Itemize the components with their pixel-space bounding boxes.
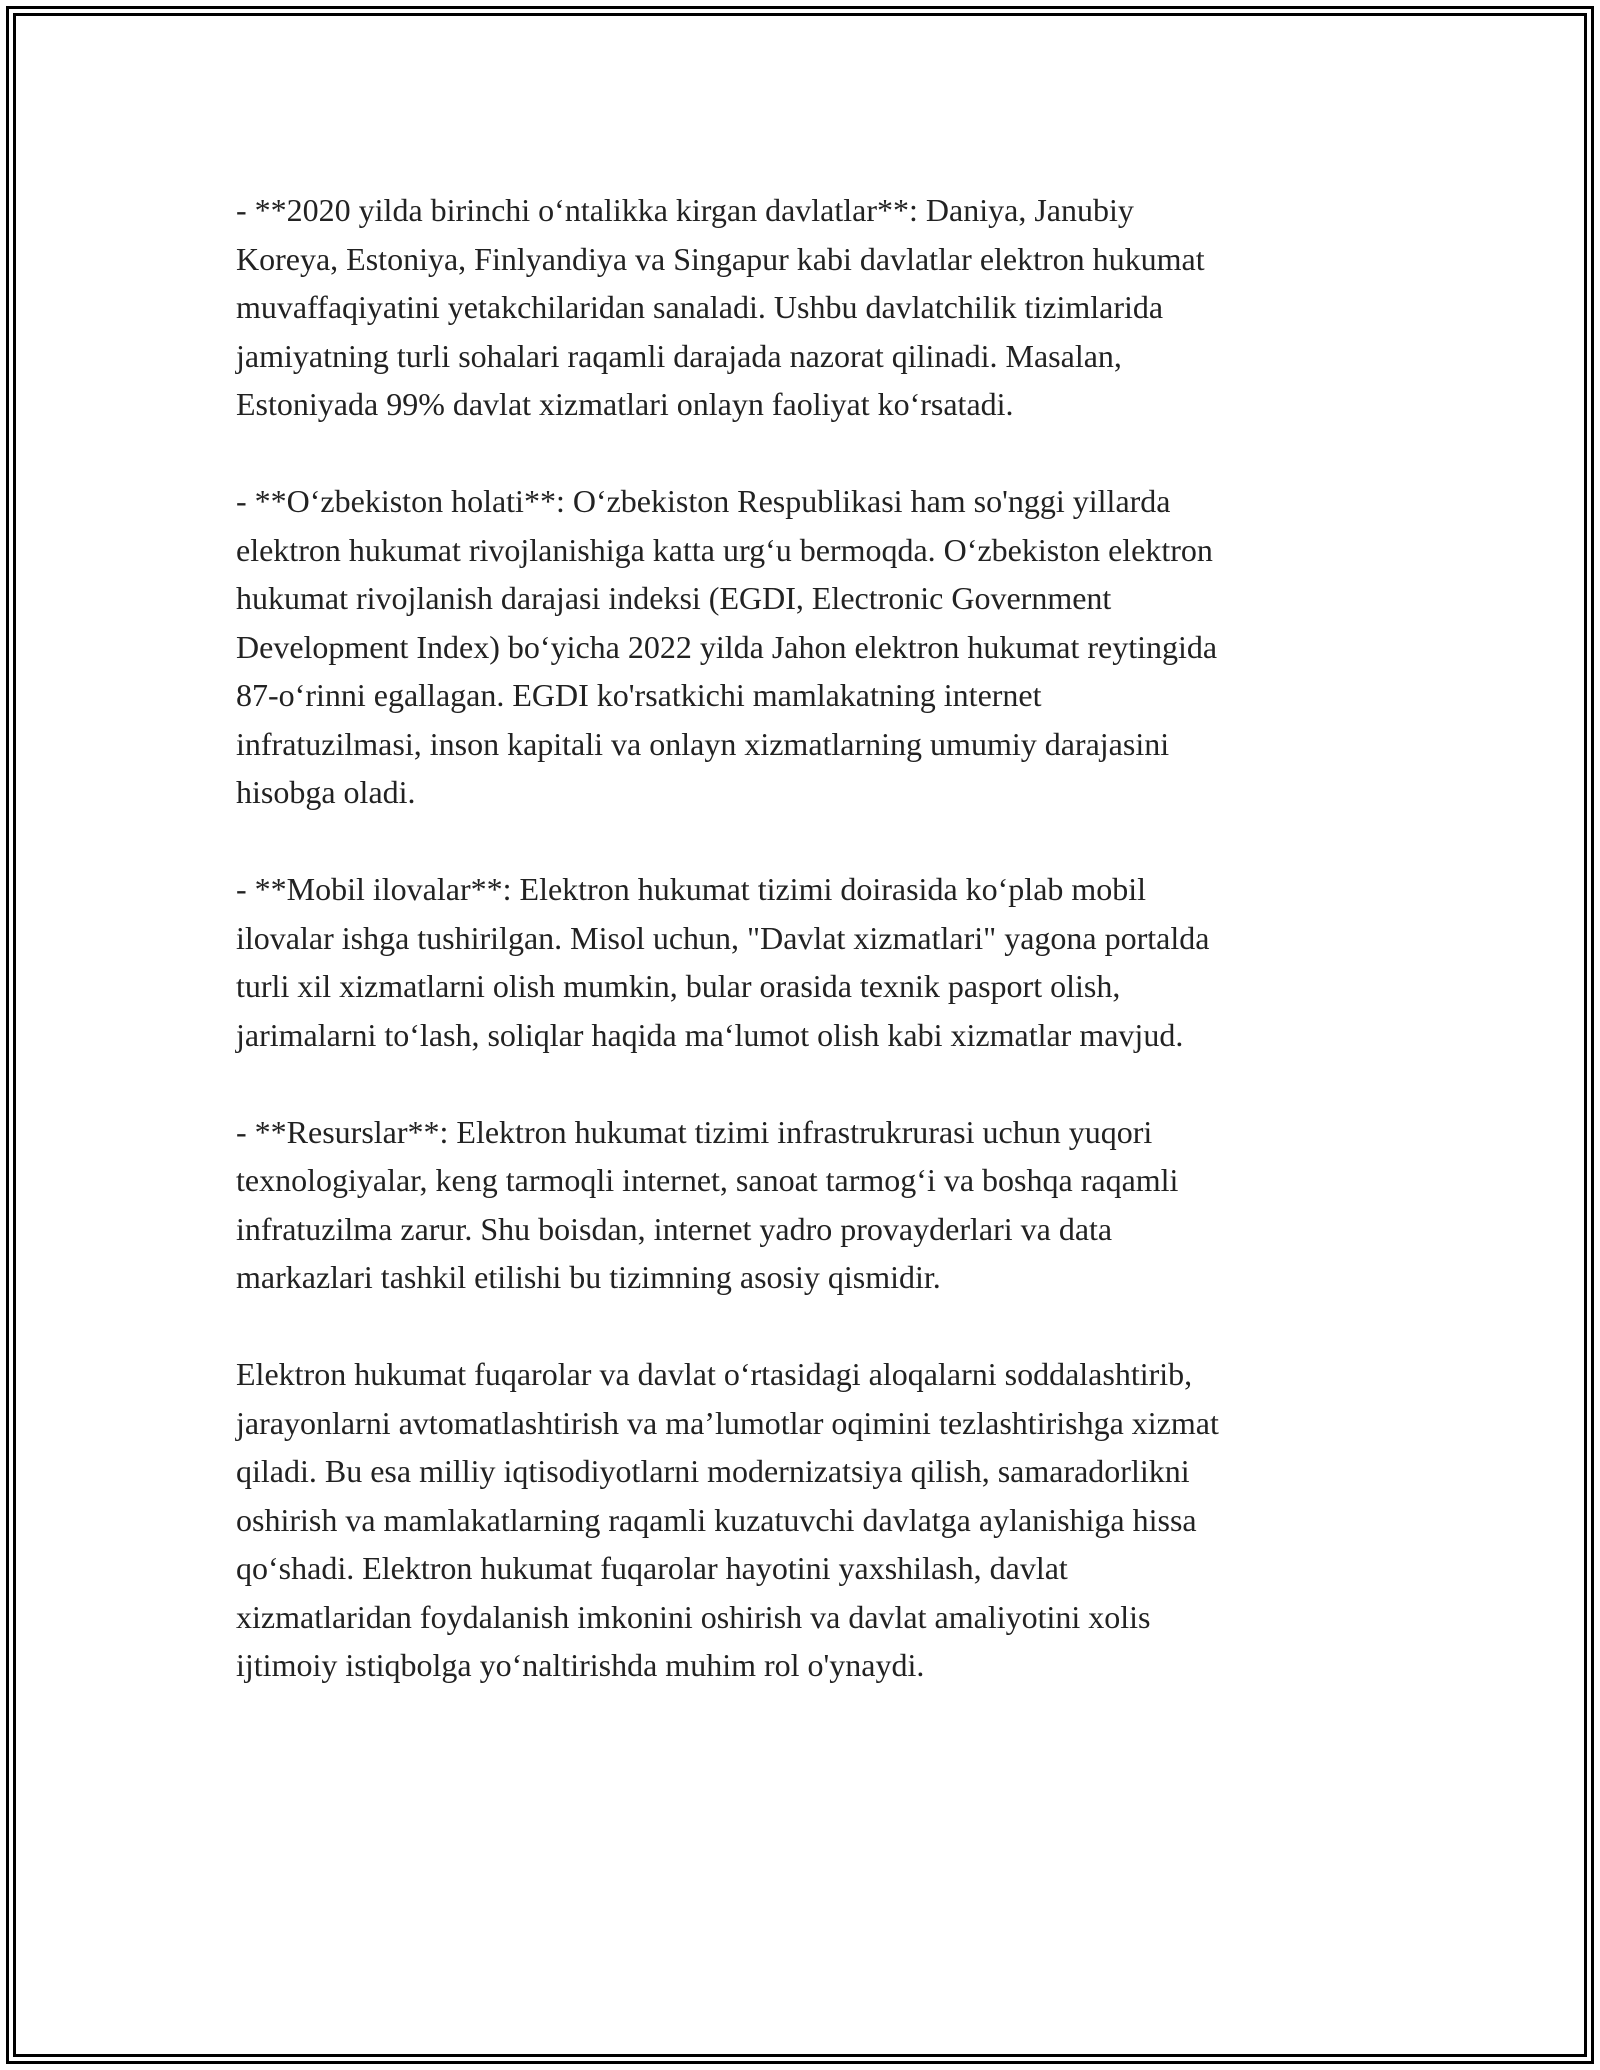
paragraph-conclusion: Elektron hukumat fuqarolar va davlat o‘rtasidagi aloqalarni soddalashtirib, jarayonlarni avtomatlashtirish va ma’lumotlar oqimini tezlashtirishga xizmat qiladi. Bu esa milliy iqtisodiyotlarni modernizatsiya qilish, samaradorlikni oshirish va mamlakatlarning raqamli kuzatuvchi davlatga aylanishiga hissa qo‘shadi. Elektron hukumat fuqarolar hayotini yaxshilash, davlat xizmatlaridan foydalanish imkonini oshirish va davlat amaliyotini xolis ijtimoiy istiqbolga yo‘naltirishda muhim rol o'ynaydi. <box>236 1356 1219 1683</box>
paragraph-uzbekistan-status: - **O‘zbekiston holati**: O‘zbekiston Respublikasi ham so'nggi yillarda elektron hukumat rivojlanishiga katta urg‘u bermoqda. O‘zbekiston elektron hukumat rivojlanish darajasi indeksi (EGDI, Electronic Government Development Index) bo‘yicha 2022 yilda Jahon elektron hukumat reytingida 87-o‘rinni egallagan. EGDI ko'rsatkichi mamlakatning internet infratuzilmasi, inson kapitali va onlayn xizmatlarning umumiy darajasini hisobga oladi. <box>236 483 1218 810</box>
paragraph-top-countries: - **2020 yilda birinchi o‘ntalikka kirgan davlatlar**: Daniya, Janubiy Koreya, Estoniya, Finlyandiya va Singapur kabi davlatlar elektron hukumat muvaffaqiyatini yetakchilaridan sanaladi. Ushbu davlatchilik tizimlarida jamiyatning turli sohalari raqamli darajada nazorat qilinadi. Masalan, Estoniyada 99% davlat xizmatlari onlayn faoliyat ko‘rsatadi. <box>236 192 1205 422</box>
document-body <box>236 186 1386 1690</box>
paragraph-resources: - **Resurslar**: Elektron hukumat tizimi infrastrukrurasi uchun yuqori texnologiyalar, keng tarmoqli internet, sanoat tarmog‘i va boshqa raqamli infratuzilma zarur. Shu boisdan, internet yadro provayderlari va data markazlari tashkil etilishi bu tizimning asosiy qismidir. <box>236 1113 1179 1295</box>
paragraph-mobile-apps: - **Mobil ilovalar**: Elektron hukumat tizimi doirasida ko‘plab mobil ilovalar ishga tushirilgan. Misol uchun, "Davlat xizmatlari" yagona portalda turli xil xizmatlarni olish mumkin, bular orasida texnik pasport olish, jarimalarni to‘lash, soliqlar haqida ma‘lumot olish kabi xizmatlar mavjud. <box>236 871 1210 1053</box>
